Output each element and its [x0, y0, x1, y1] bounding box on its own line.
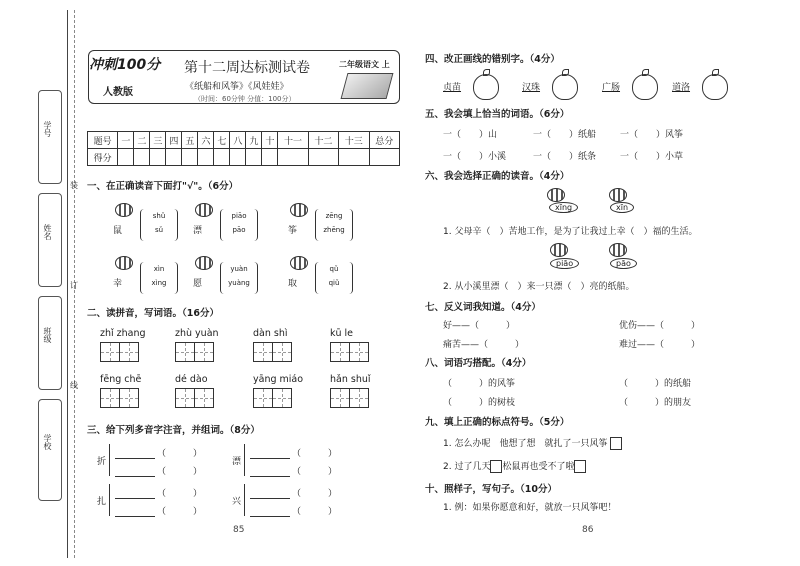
score-cell[interactable] — [118, 149, 134, 166]
q2-writing-grid[interactable] — [175, 388, 213, 408]
binding-line — [67, 10, 68, 558]
name-box[interactable] — [38, 193, 62, 287]
edition-label: 人教版 — [103, 87, 133, 98]
q2-writing-grid[interactable] — [100, 388, 138, 408]
q5-item[interactable]: 一（ ）风筝 — [620, 130, 684, 140]
grid-cell[interactable] — [330, 342, 350, 362]
q3-answer-line[interactable] — [115, 488, 155, 499]
bee-icon — [195, 203, 213, 217]
q2-pinyin: hǎn shuǐ — [330, 374, 371, 385]
q7-pair[interactable]: 痛苦——（ ） — [443, 340, 525, 350]
q7-heading: 七、反义词我知道。（4分） — [425, 302, 541, 313]
score-header-row — [88, 132, 400, 149]
q3-paren[interactable]: （ ） — [292, 489, 338, 499]
q9-sentence-2-text-a: 2. 过了几天 — [443, 462, 491, 472]
q3-paren[interactable]: （ ） — [292, 467, 338, 477]
question-number-cell: 十二 — [308, 132, 338, 149]
apple-answer-box[interactable] — [473, 74, 499, 100]
score-label-cell: 得分 — [88, 149, 118, 166]
q3-paren[interactable]: （ ） — [157, 489, 203, 499]
q1-pinyin-options — [220, 209, 258, 241]
class-label: 班级 — [43, 327, 52, 343]
q1-pinyin-options — [315, 262, 353, 294]
score-cell[interactable] — [198, 149, 214, 166]
q9-sentence-1-text: 1. 怎么办呢 他想了想 就扎了一只风筝 — [443, 439, 608, 449]
score-table — [87, 131, 400, 166]
grade-label: 二年级语文 上 — [339, 60, 390, 69]
q8-item[interactable]: （ ）的树枝 — [443, 398, 516, 408]
q5-item[interactable]: 一（ ）小草 — [620, 152, 684, 162]
question-number-cell: 九 — [246, 132, 262, 149]
bee-icon — [550, 243, 568, 257]
q9-sentence-2 — [443, 459, 586, 473]
q5-item[interactable]: 一（ ）纸条 — [533, 152, 597, 162]
q3-paren[interactable]: （ ） — [157, 467, 203, 477]
cut-mark-2: 订 — [70, 281, 78, 290]
q2-writing-grid[interactable] — [330, 388, 368, 408]
q3-answer-line[interactable] — [115, 506, 155, 517]
q3-answer-line[interactable] — [250, 466, 290, 477]
q3-answer-line[interactable] — [250, 448, 290, 459]
q4-word: 贞苗 — [443, 83, 462, 93]
q1-pinyin-option[interactable]: pāo — [232, 226, 246, 234]
q9-sentence-1 — [443, 436, 622, 450]
q7-pair[interactable]: 难过——（ ） — [619, 340, 701, 350]
q1-character: 漂 — [193, 226, 203, 236]
q2-pinyin: dé dào — [175, 374, 208, 385]
score-cell[interactable] — [369, 149, 400, 166]
grid-cell[interactable] — [330, 388, 350, 408]
q8-item[interactable]: （ ）的纸船 — [619, 379, 692, 389]
grid-cell[interactable] — [175, 388, 195, 408]
q5-heading: 五、我会填上恰当的词语。（6分） — [425, 109, 570, 120]
punctuation-box[interactable] — [490, 460, 502, 473]
q3-character: 折 — [97, 457, 107, 467]
q4-word: 道洛 — [672, 83, 691, 93]
score-cell[interactable] — [262, 149, 278, 166]
q1-pinyin-option[interactable]: zēng — [325, 212, 343, 220]
q3-answer-line[interactable] — [115, 466, 155, 477]
q5-item[interactable]: 一（ ）纸船 — [533, 130, 597, 140]
q3-paren[interactable]: （ ） — [157, 449, 203, 459]
q4-word: 广肠 — [602, 83, 621, 93]
question-number-cell: 八 — [230, 132, 246, 149]
q1-pinyin-option[interactable]: yuàng — [228, 279, 250, 287]
exam-header — [88, 50, 400, 104]
bee-icon — [609, 188, 627, 202]
question-number-cell: 总分 — [369, 132, 400, 149]
q2-writing-grid[interactable] — [330, 342, 368, 362]
student-id-label: 学号 — [43, 121, 52, 137]
q8-item[interactable]: （ ）的风筝 — [443, 379, 516, 389]
q3-brace — [244, 444, 249, 476]
student-id-box[interactable] — [38, 90, 62, 184]
question-number-cell: 七 — [214, 132, 230, 149]
school-label: 学校 — [43, 434, 52, 450]
lesson-subtitle: 《纸船和风筝》《风娃娃》 — [185, 82, 289, 92]
q2-writing-grid[interactable] — [100, 342, 138, 362]
score-cell[interactable] — [339, 149, 369, 166]
q10-heading: 十、照样子，写句子。（10分） — [425, 484, 557, 495]
grid-cell[interactable] — [272, 388, 292, 408]
q1-pinyin-options — [315, 209, 353, 241]
q1-pinyin-option[interactable]: sǔ — [154, 226, 164, 234]
q2-writing-grid[interactable] — [253, 388, 291, 408]
q1-character: 幸 — [113, 279, 123, 289]
q5-item[interactable]: 一（ ）小溪 — [443, 152, 507, 162]
q3-paren[interactable]: （ ） — [292, 507, 338, 517]
cut-mark-3: 线 — [70, 381, 78, 390]
grid-cell[interactable] — [253, 342, 273, 362]
grid-cell[interactable] — [253, 388, 273, 408]
q6-pinyin-option[interactable]: xīng — [549, 202, 578, 213]
binding-strip — [0, 0, 80, 566]
q5-item[interactable]: 一（ ）山 — [443, 130, 498, 140]
q2-pinyin: dàn shì — [253, 328, 288, 339]
score-cell[interactable] — [214, 149, 230, 166]
bee-icon — [547, 188, 565, 202]
grid-cell[interactable] — [100, 342, 120, 362]
q2-writing-grid[interactable] — [175, 342, 213, 362]
school-box[interactable] — [38, 399, 62, 501]
grid-cell[interactable] — [349, 342, 369, 362]
bee-icon — [290, 256, 308, 270]
q2-writing-grid[interactable] — [253, 342, 291, 362]
question-number-cell: 三 — [150, 132, 166, 149]
q4-word: 汉珠 — [522, 83, 541, 93]
q1-pinyin-options — [140, 209, 178, 241]
q1-heading: 一、在正确读音下面打"√"。（6分） — [87, 181, 239, 192]
q7-pair[interactable]: 优伤——（ ） — [619, 321, 701, 331]
score-cell[interactable] — [278, 149, 308, 166]
book-illustration — [341, 73, 394, 99]
q1-character: 取 — [288, 279, 298, 289]
q6-sentence-2: 2. 从小溪里漂（ ）来一只漂（ ）亮的纸船。 — [443, 282, 635, 292]
q1-pinyin-option[interactable]: zhēng — [323, 226, 345, 234]
q3-paren[interactable]: （ ） — [157, 507, 203, 517]
q3-answer-line[interactable] — [250, 506, 290, 517]
bee-icon — [115, 203, 133, 217]
grid-cell[interactable] — [119, 342, 139, 362]
question-number-cell: 五 — [182, 132, 198, 149]
q3-character: 扎 — [97, 497, 107, 507]
brand-logo: 冲刺100分 — [89, 57, 161, 73]
page-number-right: 86 — [582, 525, 594, 535]
score-cell[interactable] — [308, 149, 338, 166]
score-header-cell: 题号 — [88, 132, 118, 149]
exam-meta: （时间：60分钟 分值：100分） — [194, 95, 296, 103]
punctuation-box[interactable] — [610, 437, 622, 450]
q1-pinyin-options — [140, 262, 178, 294]
question-number-cell: 二 — [134, 132, 150, 149]
q1-pinyin-option[interactable]: xìng — [151, 279, 167, 287]
bee-icon — [115, 256, 133, 270]
q2-pinyin: zhǐ zhang — [100, 328, 146, 339]
q8-item[interactable]: （ ）的朋友 — [619, 398, 692, 408]
grid-cell[interactable] — [175, 342, 195, 362]
q3-heading: 三、给下列多音字注音，并组词。（8分） — [87, 425, 260, 436]
q2-pinyin: kū le — [330, 328, 354, 339]
grid-cell[interactable] — [194, 388, 214, 408]
q3-paren[interactable]: （ ） — [292, 449, 338, 459]
score-cell[interactable] — [166, 149, 182, 166]
bee-icon — [290, 203, 308, 217]
q1-pinyin-option[interactable]: piāo — [231, 212, 247, 220]
score-input-row — [88, 149, 400, 166]
question-number-cell: 十三 — [339, 132, 369, 149]
class-box[interactable] — [38, 296, 62, 390]
page-number-left: 85 — [233, 525, 245, 535]
q1-pinyin-option[interactable]: yuàn — [230, 265, 248, 273]
q3-answer-line[interactable] — [250, 488, 290, 499]
q3-brace — [244, 484, 249, 516]
q2-pinyin: fēng chē — [100, 374, 142, 385]
question-number-cell: 四 — [166, 132, 182, 149]
bee-icon — [609, 243, 627, 257]
q2-heading: 二、读拼音，写词语。（16分） — [87, 308, 219, 319]
q6-pinyin-option[interactable]: pāo — [610, 258, 637, 269]
q6-heading: 六、我会选择正确的读音。（4分） — [425, 171, 570, 182]
name-label: 姓名 — [43, 224, 52, 240]
q1-character: 筝 — [288, 226, 298, 236]
page-title: 第十二周达标测试卷 — [184, 60, 310, 76]
q1-pinyin-option[interactable]: qǔ — [329, 265, 339, 273]
q2-pinyin: zhù yuàn — [175, 328, 219, 339]
q3-brace — [109, 444, 114, 476]
grid-cell[interactable] — [119, 388, 139, 408]
q1-pinyin-options — [220, 262, 258, 294]
q6-pinyin-option[interactable]: xīn — [610, 202, 634, 213]
q3-brace — [109, 484, 114, 516]
apple-answer-box[interactable] — [702, 74, 728, 100]
q10-example: 1. 例：如果你愿意和好，就放一只风筝吧！ — [443, 503, 617, 513]
question-number-cell: 六 — [198, 132, 214, 149]
q6-pinyin-option[interactable]: piāo — [550, 258, 579, 269]
question-number-cell: 十一 — [278, 132, 308, 149]
grid-cell[interactable] — [194, 342, 214, 362]
apple-answer-box[interactable] — [552, 74, 578, 100]
cut-mark-1: 装 — [70, 181, 78, 190]
q7-pair[interactable]: 好——（ ） — [443, 321, 516, 331]
grid-cell[interactable] — [100, 388, 120, 408]
question-number-cell: 十 — [262, 132, 278, 149]
apple-answer-box[interactable] — [632, 74, 658, 100]
q9-sentence-2-text-b: 松鼠再也受不了啦 — [502, 462, 575, 472]
score-cell[interactable] — [150, 149, 166, 166]
q2-pinyin: yāng miáo — [253, 374, 304, 385]
q1-pinyin-option[interactable]: qiǔ — [328, 279, 340, 287]
score-cell[interactable] — [246, 149, 262, 166]
score-cell[interactable] — [134, 149, 150, 166]
grid-cell[interactable] — [272, 342, 292, 362]
question-number-cell: 一 — [118, 132, 134, 149]
bee-icon — [195, 256, 213, 270]
q6-sentence-1: 1. 父母辛（ ）苦地工作，是为了让我过上幸（ ）福的生活。 — [443, 227, 698, 237]
score-cell[interactable] — [230, 149, 246, 166]
q8-heading: 八、词语巧搭配。（4分） — [425, 358, 532, 369]
q9-heading: 九、填上正确的标点符号。（5分） — [425, 417, 570, 428]
q3-answer-line[interactable] — [115, 448, 155, 459]
score-cell[interactable] — [182, 149, 198, 166]
q4-heading: 四、改正画线的错别字。（4分） — [425, 54, 560, 65]
q3-character: 漂 — [232, 457, 242, 467]
grid-cell[interactable] — [349, 388, 369, 408]
q1-character: 愿 — [193, 279, 203, 289]
punctuation-box[interactable] — [574, 460, 586, 473]
q1-character: 鼠 — [113, 226, 123, 236]
q1-pinyin-option[interactable]: xìn — [153, 265, 165, 273]
q1-pinyin-option[interactable]: shǔ — [152, 212, 166, 220]
q3-character: 兴 — [232, 497, 242, 507]
